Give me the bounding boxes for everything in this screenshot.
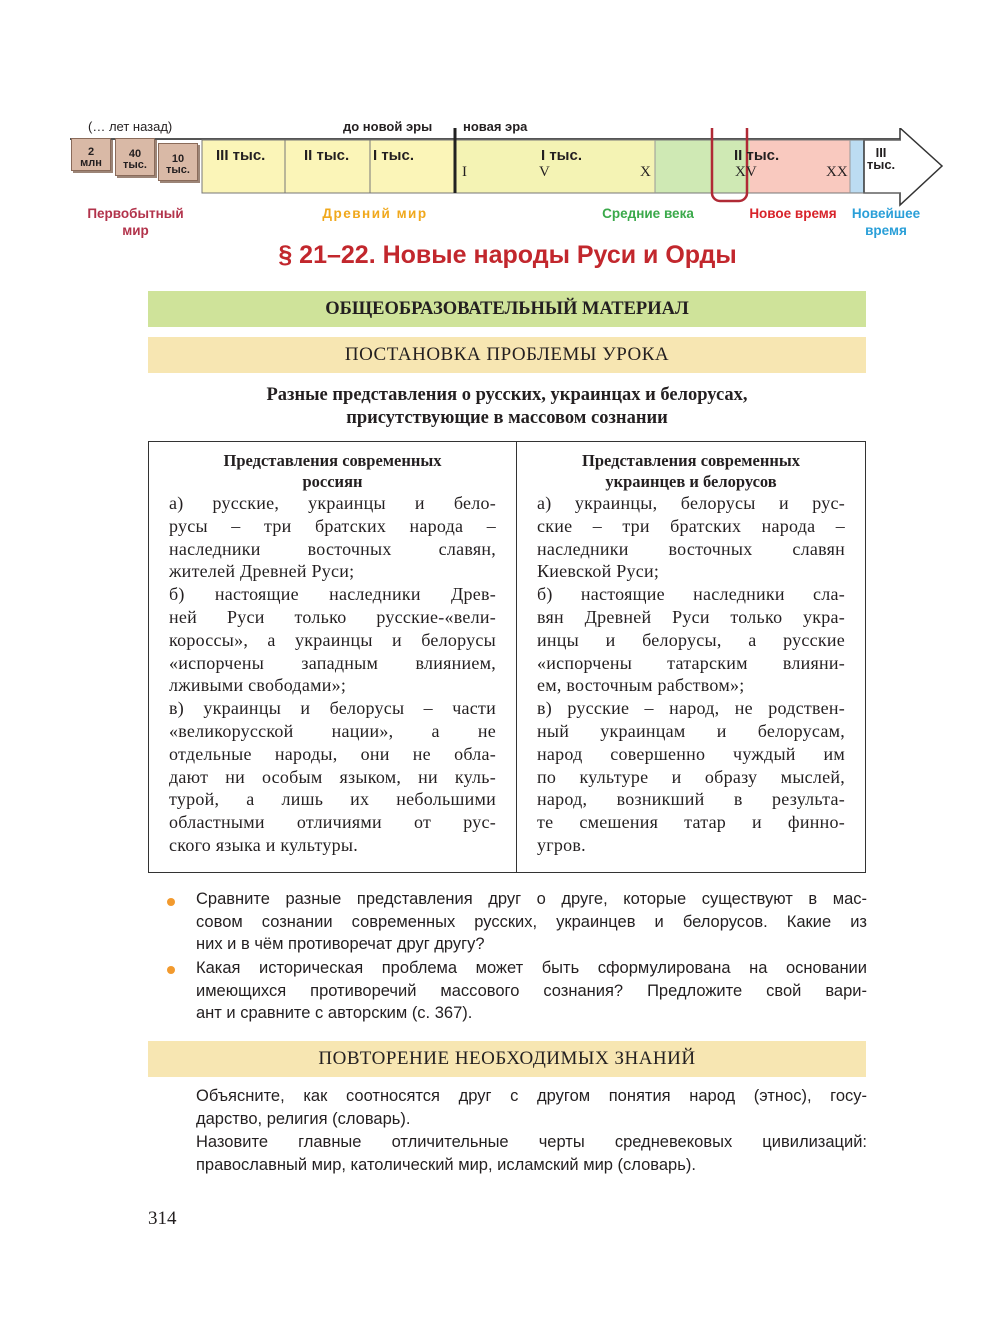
question-line: имеющихся противоречий массового сознания? Предложите свой вари-	[196, 981, 867, 1000]
era-ancient: Древний мир	[322, 206, 428, 221]
review-task-2	[196, 1131, 867, 1176]
column-text-line: турой, а лишь их небольшими	[169, 789, 496, 810]
column-text-line: «испорчены западным влиянием,	[169, 652, 496, 673]
column-text-line: б) настоящие наследники Древ-	[169, 584, 496, 605]
column-text-line: областными отличиями от рус-	[169, 812, 496, 833]
column-text-line: ный украинцам и белорусам,	[537, 720, 845, 741]
millennium-1-bc: I тыс.	[373, 147, 415, 164]
column-text-line: лживыми свободами»;	[169, 675, 347, 696]
column-text-line: в) русские – народ, не родствен-	[537, 698, 845, 719]
bullet-icon	[167, 898, 175, 906]
section-bar-review: ПОВТОРЕНИЕ НЕОБХОДИМЫХ ЗНАНИЙ	[148, 1041, 866, 1077]
column-text-line: б) настоящие наследники сла-	[537, 584, 845, 605]
millennium-2-bc: II тыс.	[304, 147, 350, 164]
century-5: V	[539, 164, 550, 180]
bullet-icon	[167, 966, 175, 974]
column-text-line: по культуре и образу мыслей,	[537, 766, 845, 787]
column-text-line: ней Руси только русские-«вели-	[169, 606, 496, 627]
column-text-line: те смешения татар и финно-	[537, 812, 845, 833]
column-text-line: короссы», а украинцы и белорусы	[169, 629, 496, 650]
column-text-line: жителей Древней Руси;	[169, 561, 355, 582]
column-text-line: дают ни особым языком, ни куль-	[169, 766, 496, 787]
column-text-line: «испорчены татарским влияни-	[537, 652, 845, 673]
subheading-line: Разные представления о русских, украинцах и белорусах,	[266, 385, 748, 405]
column-text-line: угров.	[537, 834, 586, 855]
column-text-line: в) украинцы и белорусы – части	[169, 698, 496, 719]
review-line: Назовите главные отличительные черты средневековых цивилизаций:	[196, 1133, 867, 1151]
column-text-line: вян Древней Руси только укра-	[537, 606, 845, 627]
column-text-line: наследники восточных славян	[537, 538, 845, 559]
column-text-line: ские – три братских народа –	[537, 515, 845, 536]
question-line: совом сознании современных русских, украинцев и белорусов. Какие из	[196, 912, 867, 931]
column-header: Представления современных	[582, 451, 800, 470]
review-task-1	[196, 1085, 867, 1130]
subheading-line: присутствующие в массовом сознании	[346, 408, 668, 428]
century-15: XV	[735, 164, 757, 180]
table-column-russians	[149, 442, 517, 872]
era-modern: Новое время	[749, 206, 837, 221]
column-text	[169, 492, 496, 857]
column-text-line: а) русские, украинцы и бело-	[169, 493, 496, 513]
question-1	[196, 888, 867, 956]
timeline-box-10k: 10 тыс.	[158, 143, 198, 181]
column-text-line: инцы и белорусы, а русские	[537, 629, 845, 650]
review-line: дарство, религия (словарь).	[196, 1109, 411, 1128]
timeline-years-ago: (… лет назад)	[88, 119, 173, 134]
column-header: украинцев и белорусов	[605, 472, 777, 491]
timeline-bc-label: до новой эры	[343, 119, 433, 134]
era-middle: Средние века	[602, 206, 694, 221]
column-header: Представления современных	[223, 451, 442, 470]
review-line: православный мир, католический мир, исламский мир (словарь).	[196, 1155, 696, 1174]
century-20: XX	[826, 164, 848, 180]
column-text-line: ского языка и культуры.	[169, 834, 359, 855]
millennium-2-ad: II тыс.	[734, 147, 780, 164]
page-title: § 21–22. Новые народы Руси и Орды	[278, 241, 737, 269]
era-primitive: Первобытный мир	[87, 206, 184, 238]
millennium-3-ad: III тыс.	[866, 145, 896, 172]
timeline-box-40k: 40 тыс.	[115, 138, 155, 176]
column-text	[537, 492, 845, 857]
review-line: Объясните, как соотносятся друг с другом понятия народ (этнос), госу-	[196, 1087, 867, 1105]
section-bar-general: ОБЩЕОБРАЗОВАТЕЛЬНЫЙ МАТЕРИАЛ	[148, 291, 866, 327]
question-line: Какая историческая проблема может быть сформулирована на основании	[196, 959, 867, 977]
century-10: X	[640, 164, 651, 180]
millennium-3-bc: III тыс.	[216, 147, 266, 164]
section-bar-problem: ПОСТАНОВКА ПРОБЛЕМЫ УРОКА	[148, 337, 866, 373]
question-line: Сравните разные представления друг о друге, которые существуют в мас-	[196, 890, 867, 908]
question-2	[196, 957, 867, 1025]
column-text-line: наследники восточных славян,	[169, 538, 496, 559]
column-text-line: ем, восточным рабством»;	[537, 675, 745, 696]
subheading	[148, 384, 866, 430]
question-line: ант и сравните с авторским (с. 367).	[196, 1004, 473, 1022]
timeline-box-2mln: 2 млн	[71, 138, 111, 171]
column-text-line: Киевской Руси;	[537, 561, 660, 582]
comparison-table	[148, 441, 866, 873]
era-newest: Новейшее время	[851, 206, 921, 238]
column-text-line: отдельные народы, они не обла-	[169, 743, 496, 764]
century-1: I	[462, 164, 467, 180]
question-line: них и в чём противоречат друг другу?	[196, 935, 485, 953]
timeline-ad-label: новая эра	[463, 119, 528, 134]
column-text-line: русы – три братских народа –	[169, 515, 496, 536]
column-header: россиян	[302, 472, 363, 491]
column-text-line: «великорусской нации», а не	[169, 720, 496, 741]
page-number: 314	[148, 1208, 177, 1229]
column-text-line: народ, возникший в результа-	[537, 789, 845, 810]
table-column-ukrainians-belarusians	[517, 442, 865, 872]
millennium-1-ad: I тыс.	[541, 147, 583, 164]
column-text-line: народ совершенно чуждый им	[537, 743, 845, 764]
column-text-line: а) украинцы, белорусы и рус-	[537, 493, 845, 513]
